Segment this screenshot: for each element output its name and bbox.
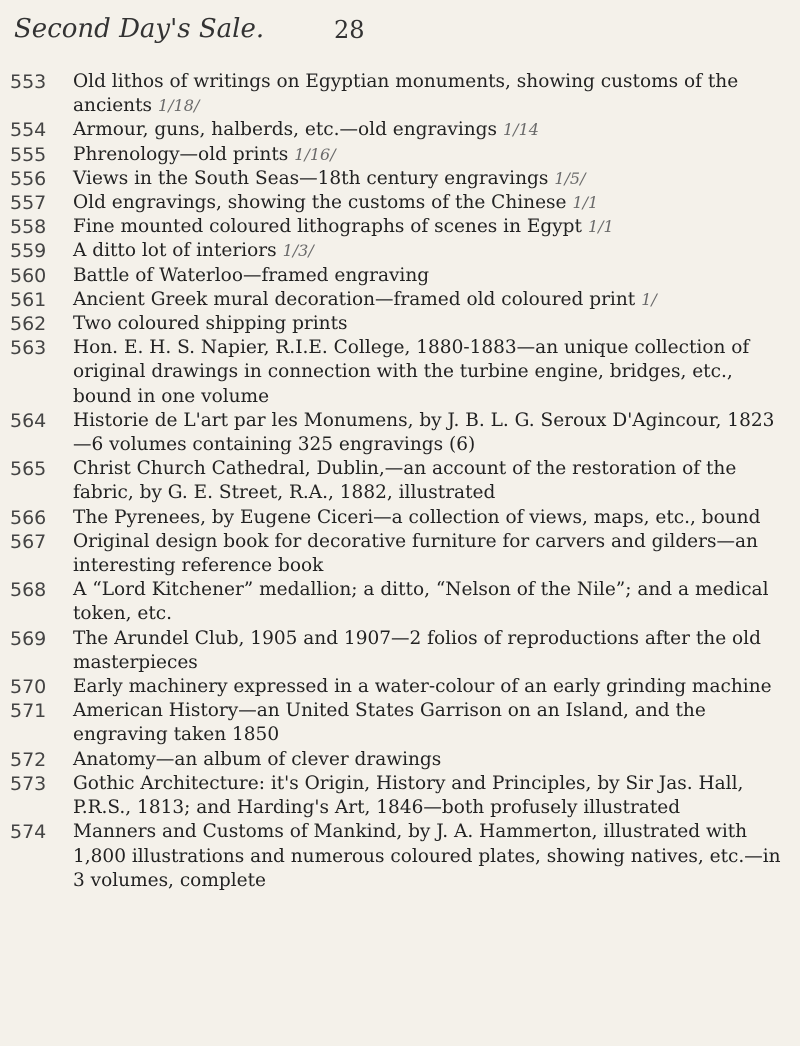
lot-description: [73, 215, 790, 239]
lot-item: [10, 699, 790, 747]
lot-number: 558: [10, 216, 47, 239]
lot-item: [10, 167, 790, 191]
lot-item: [10, 288, 790, 312]
handwritten-price-annotation: 1/5/: [554, 168, 586, 188]
lot-item: [10, 578, 790, 626]
lot-item: [10, 336, 790, 409]
lot-description-text: Armour, guns, halberds, etc.—old engravings: [73, 119, 497, 141]
lot-description-text: The Pyrenees, by Eugene Ciceri—a collection of views, maps, etc., bound: [73, 506, 761, 528]
lot-description: [73, 820, 790, 893]
lot-description-text: Hon. E. H. S. Napier, R.I.E. College, 1880-1883—an unique collection of original drawings in connection with the turbine engine, bridges, etc., bound in one volume: [73, 337, 750, 407]
lot-description-text: Gothic Architecture: it's Origin, History and Principles, by Sir Jas. Hall, P.R.S., 1813; and Harding's Art, 1846—both profusely illustrated: [73, 772, 744, 819]
lot-description: [73, 457, 790, 505]
lot-description-text: The Arundel Club, 1905 and 1907—2 folios of reproductions after the old masterpieces: [73, 627, 761, 673]
handwritten-price-annotation: 1/18/: [158, 96, 200, 116]
lot-number: 571: [10, 700, 47, 723]
lot-description-text: Anatomy—an album of clever drawings: [73, 748, 442, 770]
lot-number: 564: [10, 409, 47, 432]
lot-item: [10, 143, 790, 167]
lot-description-text: Ancient Greek mural decoration—framed old coloured print: [73, 288, 636, 310]
lot-number: 557: [10, 192, 47, 215]
lot-description: [73, 312, 790, 336]
lot-description: [73, 191, 790, 215]
lot-description-text: Original design book for decorative furniture for carvers and gilders—an interesting reference book: [73, 530, 758, 577]
lot-description: [73, 699, 790, 747]
lot-item: [10, 191, 790, 215]
lot-description-text: American History—an United States Garrison on an Island, and the engraving taken 1850: [73, 700, 706, 746]
lot-number: 563: [10, 337, 47, 360]
lot-description: [73, 772, 790, 820]
lot-number: 572: [10, 748, 47, 771]
lot-description-text: Early machinery expressed in a water-colour of an early grinding machine: [73, 676, 772, 698]
page-header: [14, 14, 786, 46]
lot-number: 553: [10, 71, 47, 93]
lot-description: [73, 748, 790, 772]
lot-description-text: Phrenology—old prints: [73, 143, 289, 165]
handwritten-price-annotation: 1/14: [503, 120, 539, 140]
lot-item: [10, 264, 790, 288]
page-number: 28: [334, 16, 365, 44]
lot-item: [10, 530, 790, 578]
lot-number: 574: [10, 821, 47, 844]
lot-description: [73, 675, 790, 699]
lot-item: [10, 118, 790, 142]
lot-description: [73, 506, 790, 530]
lot-description: [73, 530, 790, 578]
lot-number: 569: [10, 627, 47, 650]
lot-description: [73, 167, 790, 191]
lot-description-text: Old lithos of writings on Egyptian monuments, showing customs of the ancients: [73, 71, 739, 117]
lot-item: [10, 70, 790, 118]
running-title: Second Day's Sale.: [14, 14, 265, 44]
handwritten-price-annotation: 1/1: [587, 217, 614, 237]
lot-description: [73, 239, 790, 263]
lot-item: [10, 457, 790, 505]
lot-description-text: Christ Church Cathedral, Dublin,—an account of the restoration of the fabric, by G. E. Street, R.A., 1882, illustrated: [73, 458, 737, 504]
lot-number: 561: [10, 288, 47, 311]
lot-description: [73, 118, 790, 142]
lot-number: 562: [10, 313, 47, 336]
lot-item: [10, 312, 790, 336]
lot-description-text: Manners and Customs of Mankind, by J. A. Hammerton, illustrated with 1,800 illustrations and numerous coloured plates, showing natives, etc.—in 3 volumes, complete: [73, 821, 781, 891]
lot-number: 573: [10, 772, 47, 795]
lot-item: [10, 506, 790, 530]
lot-number: 567: [10, 530, 47, 553]
handwritten-price-annotation: 1/: [641, 289, 657, 309]
lot-description-text: A “Lord Kitchener” medallion; a ditto, “Nelson of the Nile”; and a medical token, etc.: [73, 579, 769, 625]
lot-description-text: Two coloured shipping prints: [73, 313, 348, 335]
lot-description: [73, 336, 790, 409]
handwritten-price-annotation: 1/16/: [294, 144, 336, 164]
lot-description-text: Battle of Waterloo—framed engraving: [73, 264, 430, 286]
lot-number: 565: [10, 458, 47, 481]
lot-description-text: Fine mounted coloured lithographs of scenes in Egypt: [73, 216, 582, 238]
lot-description: [73, 288, 790, 312]
handwritten-price-annotation: 1/1: [572, 193, 599, 213]
lot-number: 555: [10, 143, 47, 166]
lot-description: [73, 409, 790, 457]
lot-number: 566: [10, 506, 47, 529]
lot-number: 568: [10, 579, 47, 602]
lot-description: [73, 70, 790, 118]
lot-item: [10, 409, 790, 457]
lot-description-text: Historie de L'art par les Monumens, by J. B. L. G. Seroux D'Agincour, 1823—6 volumes containing 325 engravings (6): [73, 409, 775, 456]
handwritten-price-annotation: 1/3/: [282, 241, 314, 261]
lot-description-text: Views in the South Seas—18th century engravings: [73, 167, 549, 189]
lot-item: [10, 748, 790, 772]
lot-number: 556: [10, 167, 47, 190]
lot-number: 560: [10, 264, 47, 287]
lot-number: 554: [10, 119, 47, 142]
lot-item: [10, 627, 790, 675]
lot-description-text: A ditto lot of interiors: [73, 240, 277, 262]
lot-description: [73, 578, 790, 626]
lot-list: [10, 70, 790, 893]
lot-number: 570: [10, 676, 47, 699]
lot-description: [73, 264, 790, 288]
lot-item: [10, 772, 790, 820]
lot-number: 559: [10, 240, 47, 263]
lot-description-text: Old engravings, showing the customs of the Chinese: [73, 192, 567, 214]
lot-item: [10, 820, 790, 893]
lot-item: [10, 675, 790, 699]
lot-item: [10, 215, 790, 239]
lot-description: [73, 627, 790, 675]
lot-item: [10, 239, 790, 263]
lot-description: [73, 143, 790, 167]
